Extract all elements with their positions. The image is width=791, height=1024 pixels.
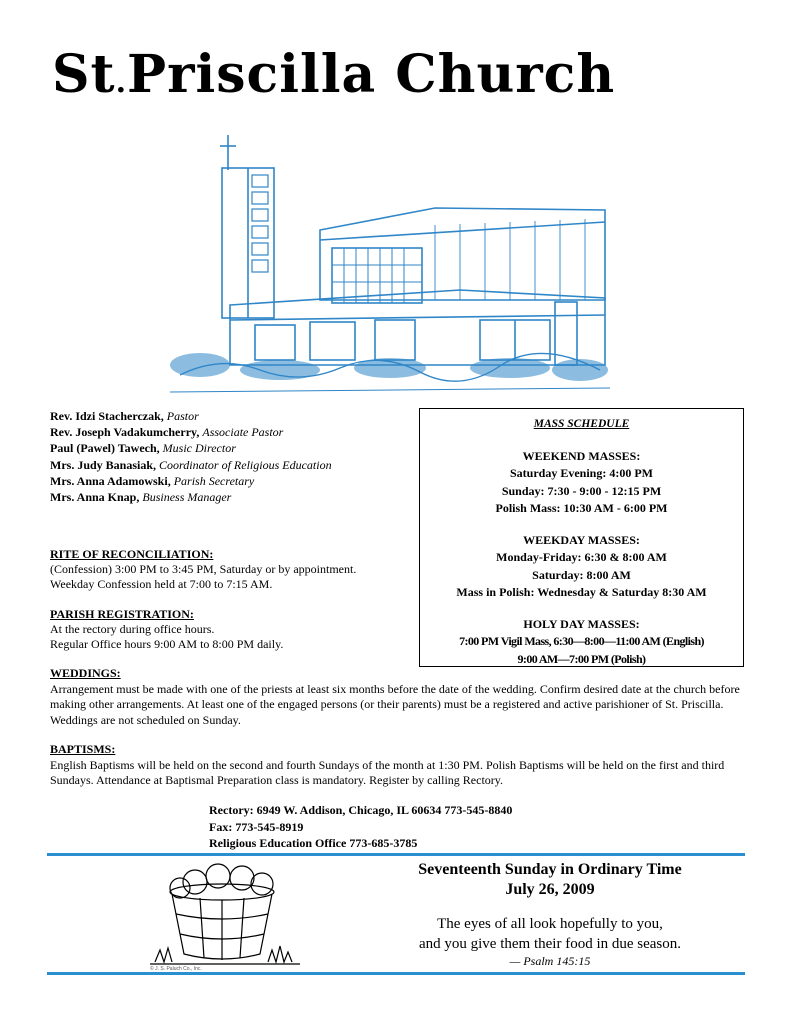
sunday-date: July 26, 2009 <box>505 881 595 898</box>
holy-day-line: 7:00 PM Vigil Mass, 6:30—8:00—11:00 AM (English) <box>459 634 704 648</box>
registration-section <box>50 607 410 652</box>
clergy-name: Mrs. Anna Adamowski, <box>50 473 171 488</box>
weekend-line: Polish Mass: 10:30 AM - 6:00 PM <box>495 501 668 515</box>
weekday-line: Saturday: 8:00 AM <box>532 567 631 582</box>
quote-line: The eyes of all look hopefully to you, <box>437 916 663 932</box>
clergy-role: Music Director <box>162 441 236 456</box>
rectory-address: Rectory: 6949 W. Addison, Chicago, IL 60634 773-545-8840 <box>209 803 513 817</box>
clergy-name: Rev. Joseph Vadakumcherry, <box>50 425 200 440</box>
weekend-title: WEEKEND MASSES: <box>522 448 641 463</box>
holy-day-line: 9:00 AM—7:00 PM (Polish) <box>517 651 646 666</box>
section-line: At the rectory during office hours. <box>50 622 215 636</box>
clergy-item <box>50 408 410 424</box>
mass-schedule-box <box>419 408 744 667</box>
contact-info <box>209 802 512 852</box>
liturgical-info <box>360 860 740 969</box>
section-title: RITE OF RECONCILIATION: <box>50 547 214 561</box>
clergy-name: Mrs. Anna Knap, <box>50 490 140 505</box>
clergy-role: Parish Secretary <box>173 473 255 488</box>
fax-number: Fax: 773-545-8919 <box>209 819 304 834</box>
clergy-role: Associate Pastor <box>202 425 284 440</box>
section-title: PARISH REGISTRATION: <box>50 607 194 621</box>
weekday-line: Mass in Polish: Wednesday & Saturday 8:30 AM <box>456 585 707 599</box>
title-part2: Priscilla Church <box>127 44 616 105</box>
title-part1: St <box>52 44 116 105</box>
section-text: Arrangement must be made with one of the priests at least six months before the date of the wedding. Confirm desired date at the church before making other arrangements. At least one of the engaged persons (or their parents) must be a registered and active parishioner of St. Priscilla. Weddings are not scheduled on Sunday. <box>50 681 740 727</box>
sunday-title: Seventeenth Sunday in Ordinary Time <box>418 861 682 878</box>
basket-illustration <box>150 862 300 972</box>
clergy-role: Pastor <box>166 409 199 423</box>
section-line: Regular Office hours 9:00 AM to 8:00 PM daily. <box>50 637 284 651</box>
section-title: WEDDINGS: <box>50 666 121 680</box>
section-text: English Baptisms will be held on the second and fourth Sundays of the month at 1:30 PM. Polish Baptisms will be held on the first and third Sundays. Attendance at Baptismal Preparation class is mandatory. Register by calling Rectory. <box>50 757 725 787</box>
clergy-name: Mrs. Judy Banasiak, <box>50 457 157 472</box>
clergy-item <box>50 473 410 489</box>
weddings-section <box>50 666 750 728</box>
clergy-name: Paul (Pawel) Tawech, <box>50 441 160 456</box>
weekend-line: Sunday: 7:30 - 9:00 - 12:15 PM <box>501 483 662 498</box>
quote-line: and you give them their food in due season. <box>418 936 682 952</box>
page-title <box>52 40 752 110</box>
divider-top <box>47 853 745 856</box>
section-line: (Confession) 3:00 PM to 3:45 PM, Saturday or by appointment. <box>50 562 357 576</box>
holy-day-title: HOLY DAY MASSES: <box>523 616 640 631</box>
reconciliation-section <box>50 547 410 592</box>
section-line: Weekday Confession held at 7:00 to 7:15 AM. <box>50 577 273 591</box>
clergy-item <box>50 440 410 456</box>
clergy-list <box>50 408 410 505</box>
clergy-item <box>50 489 410 505</box>
title-dot: . <box>115 65 128 100</box>
section-title: BAPTISMS: <box>50 742 116 756</box>
clergy-role: Coordinator of Religious Education <box>159 457 332 472</box>
clergy-item <box>50 457 410 473</box>
mass-schedule-heading: MASS SCHEDULE <box>533 418 630 430</box>
art-credit: © J. S. Paluch Co., Inc. <box>150 966 202 972</box>
clergy-item <box>50 424 410 440</box>
baptisms-section <box>50 742 750 789</box>
weekday-title: WEEKDAY MASSES: <box>523 532 640 547</box>
church-illustration <box>160 130 620 405</box>
divider-bottom <box>47 972 745 975</box>
weekend-line: Saturday Evening: 4:00 PM <box>509 466 653 480</box>
clergy-role: Business Manager <box>142 490 232 505</box>
religious-ed-phone: Religious Education Office 773-685-3785 <box>209 836 418 850</box>
quote-citation: — Psalm 145:15 <box>509 954 591 968</box>
clergy-name: Rev. Idzi Stacherczak, <box>50 409 164 423</box>
weekday-line: Monday-Friday: 6:30 & 8:00 AM <box>496 550 667 564</box>
